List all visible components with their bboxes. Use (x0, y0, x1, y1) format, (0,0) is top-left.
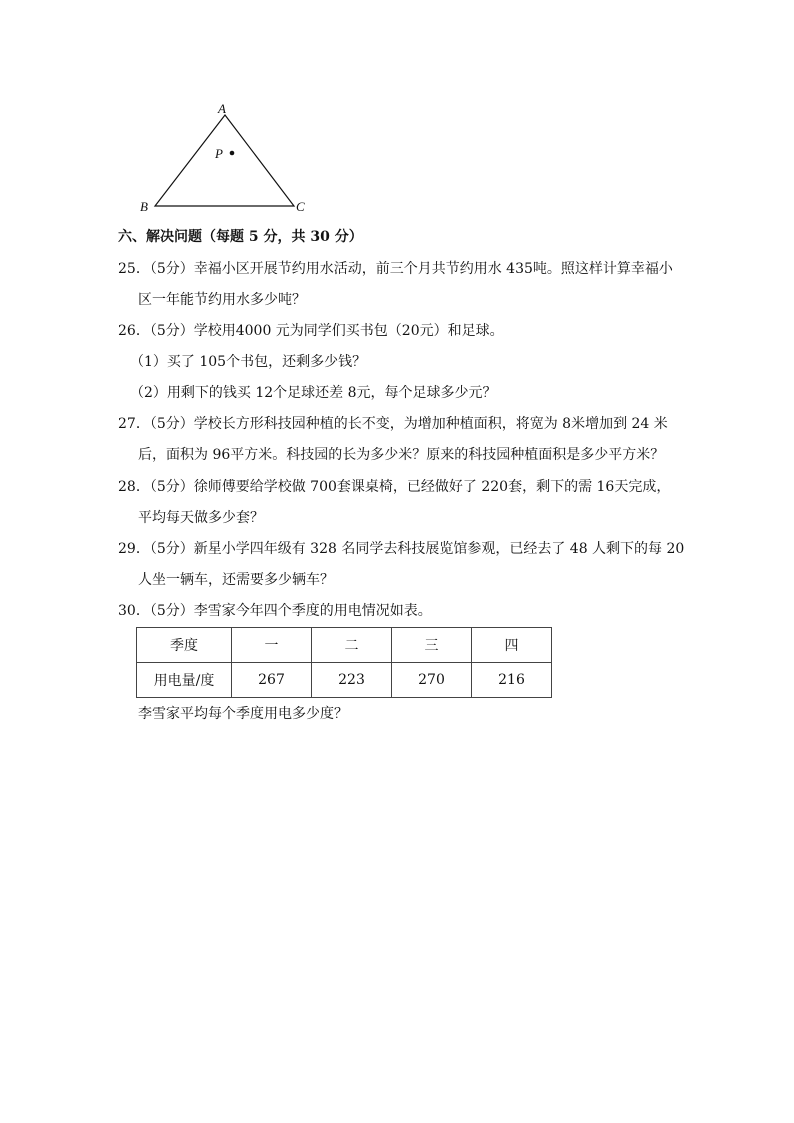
problem-28-line-1: 28．（5分）徐师傅要给学校做 700套课桌椅，已经做好了 220套，剩下的需 16天完成， (118, 479, 671, 495)
table-header-usage: 用电量/度 (137, 663, 232, 698)
problem-26-line-1: 26．（5分）学校用4000 元为同学们买书包（20元）和足球。 (118, 323, 504, 339)
section-heading: 六、解决问题（每题 5 分，共 30 分） (118, 229, 363, 245)
table-cell-quarter-2: 二 (312, 628, 392, 663)
table-row-quarters (137, 628, 552, 663)
vertex-label-c: C (296, 199, 305, 214)
problem-26-sub-1: （1）买了 105个书包，还剩多少钱？ (130, 354, 367, 370)
triangle-abc (155, 115, 294, 206)
table-cell-quarter-1: 一 (232, 628, 312, 663)
problem-27-line-2: 后，面积为 96平方米。科技园的长为多少米？原来的科技园种植面积是多少平方米？ (138, 447, 665, 463)
vertex-label-b: B (140, 199, 148, 214)
table-cell-usage-3: 270 (392, 663, 472, 698)
problem-25-line-1: 25．（5分）幸福小区开展节约用水活动，前三个月共节约用水 435吨。照这样计算幸福小 (118, 261, 673, 277)
problem-29-line-1: 29．（5分）新星小学四年级有 328 名同学去科技展览馆参观，已经去了 48 人剩下的每 20 (118, 541, 685, 557)
table-cell-usage-4: 216 (472, 663, 552, 698)
point-p-dot (230, 151, 235, 156)
problem-26-sub-2: （2）用剩下的钱买 12个足球还差 8元，每个足球多少元？ (130, 385, 497, 401)
triangle-diagram (136, 100, 316, 218)
triangle-figure (136, 100, 316, 218)
point-label-p: P (215, 146, 223, 161)
table-row-usage (137, 663, 552, 698)
table-cell-quarter-4: 四 (472, 628, 552, 663)
electricity-usage-table (136, 627, 552, 698)
problem-28-line-2: 平均每天做多少套？ (138, 510, 264, 526)
vertex-label-a: A (218, 101, 226, 116)
problem-25-line-2: 区一年能节约用水多少吨？ (138, 292, 306, 308)
table-cell-quarter-3: 三 (392, 628, 472, 663)
problem-30-question: 李雪家平均每个季度用电多少度？ (138, 706, 348, 722)
problem-29-line-2: 人坐一辆车，还需要多少辆车？ (138, 572, 334, 588)
table-header-quarter: 季度 (137, 628, 232, 663)
problem-27-line-1: 27．（5分）学校长方形科技园种植的长不变，为增加种植面积，将宽为 8米增加到 24 米 (118, 416, 668, 432)
problem-30-line-1: 30．（5分）李雪家今年四个季度的用电情况如表。 (118, 603, 432, 619)
table-cell-usage-2: 223 (312, 663, 392, 698)
table-cell-usage-1: 267 (232, 663, 312, 698)
